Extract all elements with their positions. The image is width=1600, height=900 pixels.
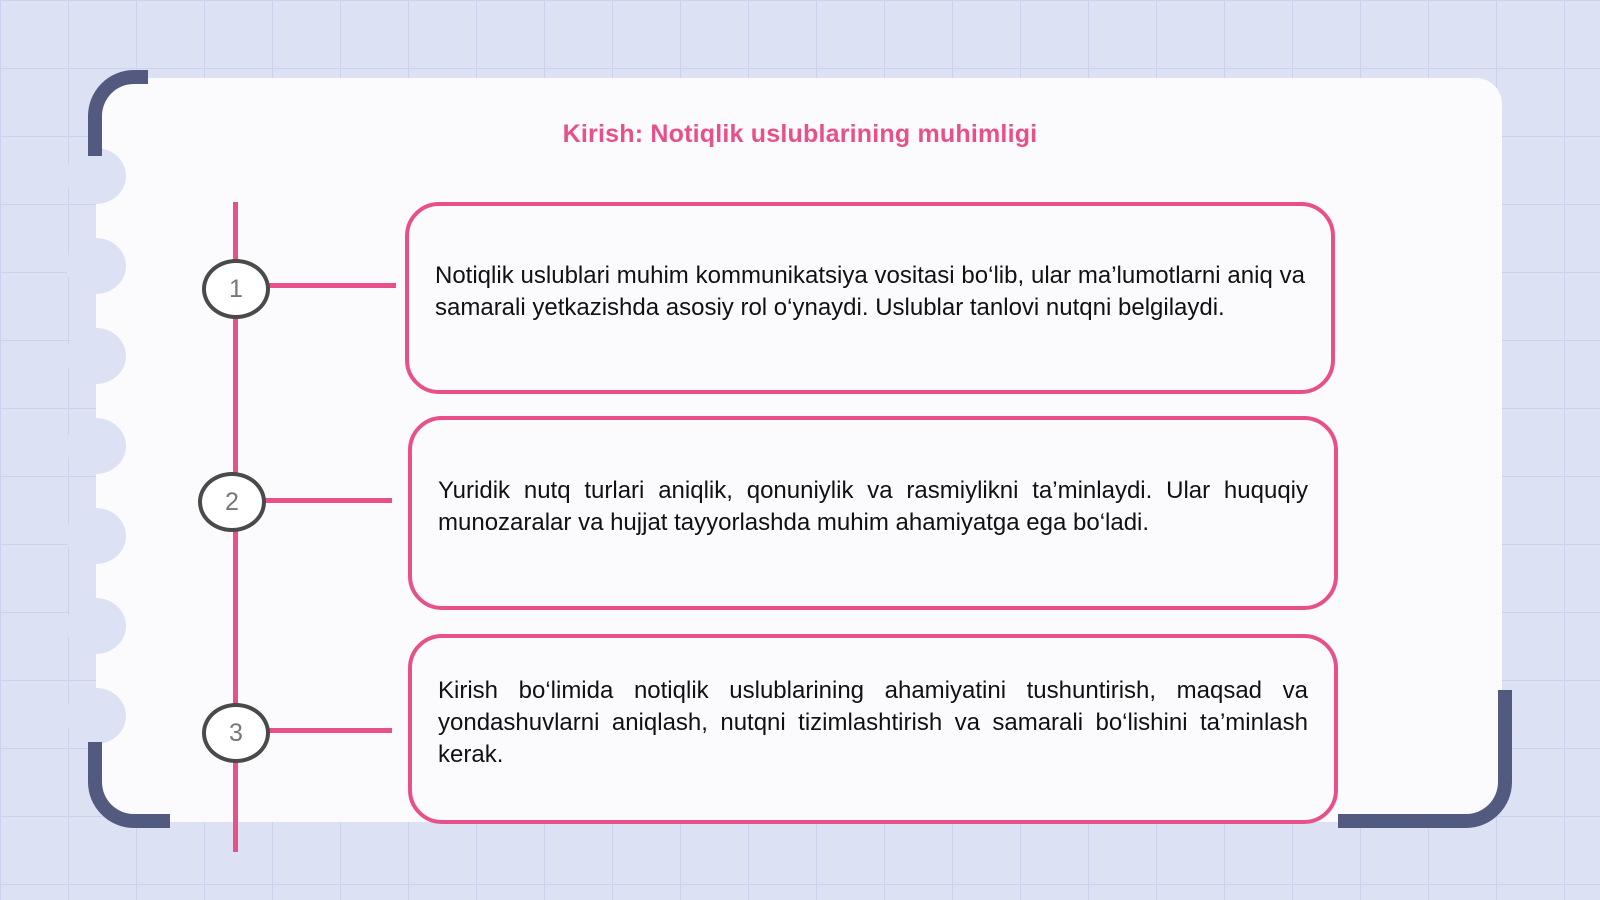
content-card-2 [408,416,1338,610]
paper-notch [66,328,126,384]
paper-notch [66,688,126,744]
card-text: Kirish bo‘limida notiqlik uslublarining ahamiyatini tushuntirish, maqsad va yondashuvlarni aniqlash, nutqni tizimlashtirish va samarali bo‘lishini ta’minlash kerak. [438,677,1308,768]
content-card-1 [405,202,1335,394]
step-number: 3 [229,718,243,747]
corner-bracket-bottom-right [1338,690,1512,828]
card-text: Yuridik nutq turlari aniqlik, qonuniylik va rasmiylikni ta’minlaydi. Ular huquqiy munozaralar va hujjat tayyorlashda muhim ahamiyatga ega bo‘ladi. [438,477,1308,536]
paper-notch [66,598,126,654]
timeline-connector-3 [266,728,392,733]
step-number: 2 [225,487,239,516]
paper-notch [66,148,126,204]
paper-notch [66,418,126,474]
slide-title: Kirish: Notiqlik uslublarining muhimligi [562,120,1038,148]
card-text: Notiqlik uslublari muhim kommunikatsiya vositasi bo‘lib, ular ma’lumotlarni aniq va samarali yetkazishda asosiy rol o‘ynaydi. Uslublar tanlovi nutqni belgilaydi. [435,262,1305,321]
paper-notch [66,508,126,564]
timeline-connector-1 [266,283,396,288]
step-number: 1 [229,274,243,303]
step-marker-3 [202,703,270,763]
step-marker-2 [198,472,266,532]
content-card-3 [408,634,1338,824]
corner-bracket-bottom-left [88,742,170,828]
paper-notch [66,238,126,294]
step-marker-1 [202,259,270,319]
timeline-connector-2 [262,498,392,503]
